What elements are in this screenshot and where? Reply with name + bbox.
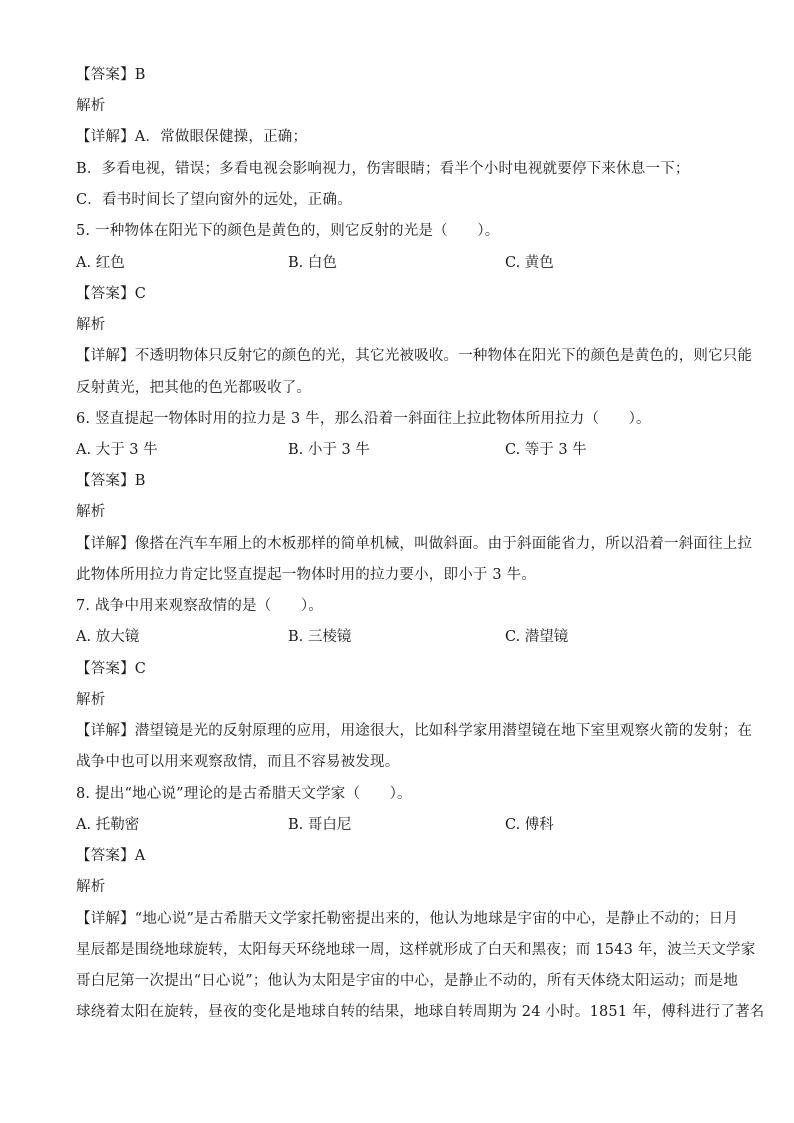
option-a: A. 大于 3 牛 [76,442,158,458]
explanation-line: 星辰都是围绕地球旋转，太阳每天环绕地球一周，这样就形成了白天和黑夜；而 1543 年，波兰天文学家 [76,942,756,958]
option-c: C. 潜望镜 [505,629,569,645]
question-5-options [76,253,726,273]
option-a: A. 放大镜 [76,629,140,645]
explanation-line: B．多看电视，错误；多看电视会影响视力，伤害眼睛；看半个小时电视就要停下来休息一下； [76,161,690,177]
explanation-line: 【详解】潜望镜是光的反射原理的应用，用途很大，比如科学家用潜望镜在地下室里观察火箭的发射；在 [76,723,753,739]
answer-line: 【答案】C [76,286,147,302]
answer-line: 【答案】B [76,67,146,83]
analysis-heading: 解析 [76,98,106,114]
question-8: 8. 提出“地心说”理论的是古希腊天文学家（ ）。 [76,786,412,802]
option-b: B. 小于 3 牛 [288,442,370,458]
answer-line: 【答案】B [76,473,146,489]
option-b: B. 白色 [288,255,337,271]
question-7-options [76,627,726,647]
option-b: B. 三棱镜 [288,629,352,645]
option-a: A. 红色 [76,255,125,271]
explanation-line: 【详解】像搭在汽车车厢上的木板那样的简单机械，叫做斜面。由于斜面能省力，所以沿着一斜面往上拉 [76,536,753,552]
question-6: 6. 竖直提起一物体时用的拉力是 3 牛，那么沿着一斜面往上拉此物体所用拉力（ ）。 [76,411,651,427]
explanation-line: C．看书时间长了望向窗外的远处，正确。 [76,192,352,208]
option-c: C. 等于 3 牛 [505,442,587,458]
option-c: C. 黄色 [505,255,554,271]
analysis-heading: 解析 [76,692,106,708]
question-6-options [76,440,726,460]
explanation-line: 【详解】“地心说”是古希腊天文学家托勒密提出来的，他认为地球是宇宙的中心，是静止不动的；日月 [76,911,739,927]
option-a: A. 托勒密 [76,817,140,833]
explanation-line: 此物体所用拉力肯定比竖直提起一物体时用的拉力要小，即小于 3 牛。 [76,567,537,583]
analysis-heading: 解析 [76,879,106,895]
explanation-line: 球绕着太阳在旋转，昼夜的变化是地球自转的结果，地球自转周期为 24 小时。1851 年，傅科进行了著名 [76,1004,765,1020]
explanation-line: 战争中也可以用来观察敌情，而且不容易被发现。 [76,754,400,770]
option-c: C. 傅科 [505,817,554,833]
analysis-heading: 解析 [76,317,106,333]
option-b: B. 哥白尼 [288,817,352,833]
answer-line: 【答案】A [76,848,146,864]
question-5: 5. 一种物体在阳光下的颜色是黄色的，则它反射的光是（ ）。 [76,223,500,239]
answer-line: 【答案】C [76,661,147,677]
explanation-line: 【详解】不透明物体只反射它的颜色的光，其它光被吸收。一种物体在阳光下的颜色是黄色的，则它只能 [76,348,753,364]
question-8-options [76,815,726,835]
question-7: 7. 战争中用来观察敌情的是（ ）。 [76,598,323,614]
explanation-line: 哥白尼第一次提出“日心说”；他认为太阳是宇宙的中心，是静止不动的，所有天体绕太阳运动；而是地 [76,973,739,989]
explanation-line: 反射黄光，把其他的色光都吸收了。 [76,380,312,396]
analysis-heading: 解析 [76,504,106,520]
explanation-line: 【详解】A．常做眼保健操，正确； [76,129,308,145]
